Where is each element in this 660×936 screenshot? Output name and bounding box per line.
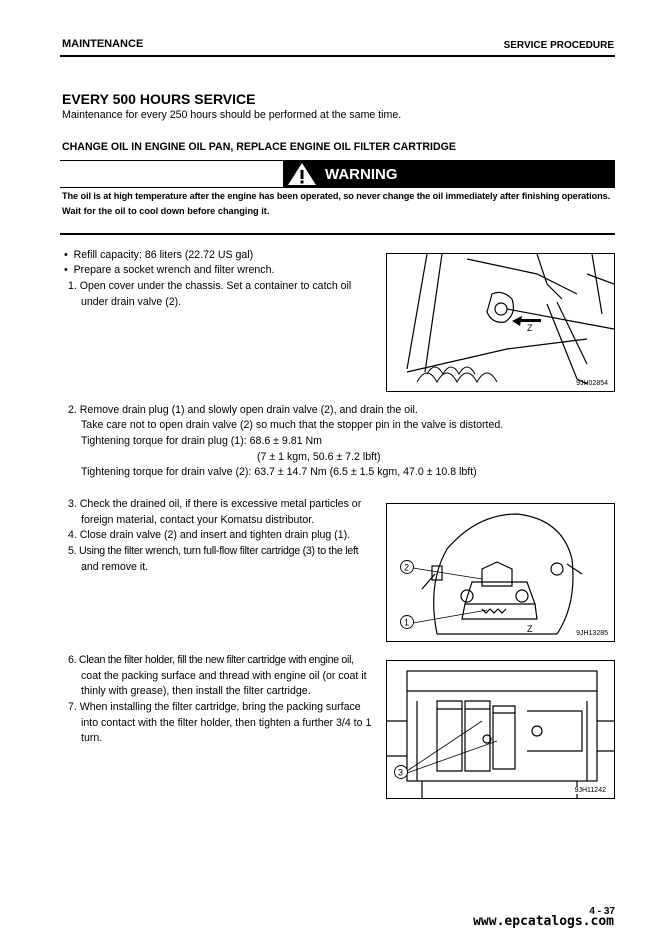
step-1-line-2: under drain valve (2). — [81, 296, 182, 308]
warning-label: WARNING — [325, 165, 398, 183]
bullet-prepare-text: Prepare a socket wrench and filter wrench. — [73, 264, 275, 276]
step-6-line-3: thinly with grease), then install the filter cartridge. — [81, 685, 311, 697]
bullet-refill: • Refill capacity: 86 liters (22.72 US gal) — [64, 249, 254, 261]
step-2-torque-plug: Tightening torque for drain plug (1): 68.6 ± 9.81 Nm — [81, 435, 322, 447]
warning-banner — [283, 161, 615, 187]
drain-valve-illustration — [387, 254, 614, 391]
fig3-callout-3: 3 — [398, 767, 404, 778]
page-number: 4 - 37 — [589, 906, 615, 917]
figure-drain-valve — [386, 253, 615, 392]
step-6-line-2: coat the packing surface and thread with engine oil (or coat it — [81, 670, 367, 682]
step-2-line-2: Take care not to open drain valve (2) so much that the stopper pin in the valve is distorted. — [81, 419, 504, 431]
step-7-line-3: turn. — [81, 732, 103, 744]
header-rule — [60, 55, 615, 57]
step-6-line-1: 6. Clean the filter holder, fill the new filter cartridge with engine oil, — [68, 654, 354, 666]
step-2-torque-plug-alt: (7 ± 1 kgm, 50.6 ± 7.2 lbft) — [257, 451, 381, 463]
fig2-id: 9JH13285 — [576, 630, 608, 637]
fig2-z-label: Z — [527, 624, 533, 634]
step-4: 4. Close drain valve (2) and insert and tighten drain plug (1). — [68, 529, 351, 541]
fig1-z-label: Z — [527, 323, 533, 333]
figure-drain-plug — [386, 503, 615, 642]
warning-bottom-rule — [60, 233, 615, 235]
fig2-callout-1: 1 — [404, 617, 410, 628]
fig1-id: 9JH02854 — [576, 380, 608, 387]
warning-triangle-icon — [287, 162, 317, 186]
warning-text-1: The oil is at high temperature after the engine has been operated, so never change the oil immediately after finishing operations. — [62, 191, 611, 201]
section-title: EVERY 500 HOURS SERVICE — [62, 91, 256, 107]
step-5-line-1: 5. Using the filter wrench, turn full-flow filter cartridge (3) to the left — [68, 545, 359, 557]
bullet-refill-text: Refill capacity: 86 liters (22.72 US gal) — [73, 249, 254, 261]
warning-text-2: Wait for the oil to cool down before changing it. — [62, 206, 270, 216]
fig3-id: 9JH11242 — [574, 787, 606, 794]
bullet-prepare: • Prepare a socket wrench and filter wrench. — [64, 264, 275, 276]
step-2-line-1: 2. Remove drain plug (1) and slowly open drain valve (2), and drain the oil. — [68, 404, 418, 416]
section-intro: Maintenance for every 250 hours should be performed at the same time. — [62, 109, 402, 121]
step-3-line-2: foreign material, contact your Komatsu distributor. — [81, 514, 315, 526]
step-7-line-2: into contact with the filter holder, then tighten a further 3/4 to 1 — [81, 717, 372, 729]
fig2-callout-2: 2 — [404, 562, 410, 573]
step-2-torque-valve: Tightening torque for drain valve (2): 63.7 ± 14.7 Nm (6.5 ± 1.5 kgm, 47.0 ± 10.8 lbft) — [81, 466, 477, 478]
figure-filter-cartridges — [386, 660, 615, 799]
header-doc-type: SERVICE PROCEDURE — [503, 40, 614, 51]
step-5-line-2: and remove it. — [81, 561, 149, 573]
drain-plug-illustration — [387, 504, 614, 641]
step-7-line-1: 7. When installing the filter cartridge, bring the packing surface — [68, 701, 361, 713]
footer-url: www.epcatalogs.com — [473, 914, 614, 929]
warning-mid-rule — [60, 187, 615, 188]
step-3-line-1: 3. Check the drained oil, if there is excessive metal particles or — [68, 498, 362, 510]
header-section-name: MAINTENANCE — [62, 38, 144, 50]
section-subtitle: CHANGE OIL IN ENGINE OIL PAN, REPLACE ENGINE OIL FILTER CARTRIDGE — [62, 141, 456, 153]
step-1-line-1: 1. Open cover under the chassis. Set a container to catch oil — [68, 280, 352, 292]
filter-cartridges-illustration — [387, 661, 614, 798]
